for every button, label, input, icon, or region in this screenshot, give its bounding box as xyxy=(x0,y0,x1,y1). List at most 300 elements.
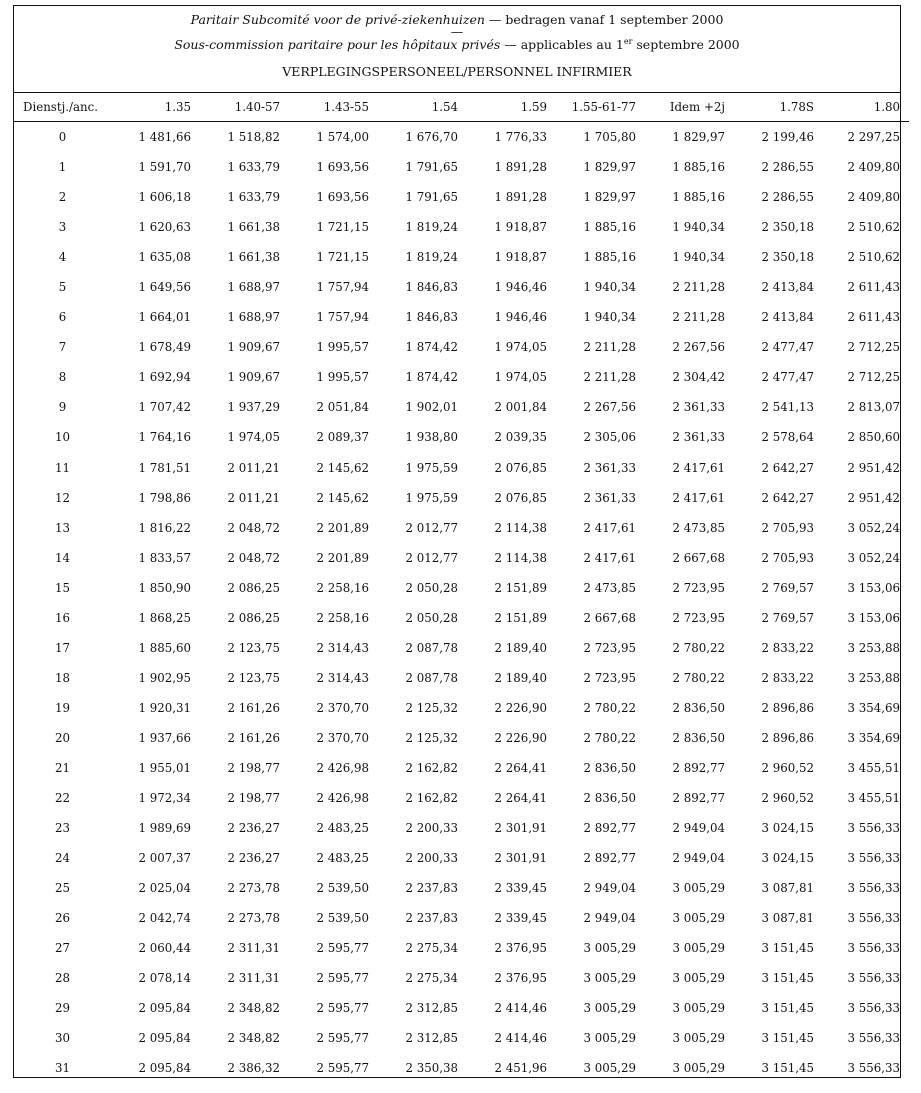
amount-cell: 2 304,42 xyxy=(672,370,725,385)
amount-cell: 3 024,15 xyxy=(761,851,814,866)
amount-cell: 2 769,57 xyxy=(761,610,814,625)
amount-cell: 2 350,18 xyxy=(761,250,814,265)
seniority-cell: 24 xyxy=(54,851,70,866)
amount-cell: 1 606,18 xyxy=(138,190,191,205)
amount-cell: 2 161,26 xyxy=(227,730,280,745)
seniority-cell: 20 xyxy=(54,730,70,745)
amount-cell: 2 892,77 xyxy=(672,791,725,806)
amount-cell: 1 829,97 xyxy=(583,190,636,205)
amount-cell: 2 275,34 xyxy=(405,971,458,986)
amount-cell: 2 305,06 xyxy=(583,430,636,445)
amount-cell: 2 200,33 xyxy=(405,851,458,866)
amount-cell: 2 539,50 xyxy=(316,881,369,896)
amount-cell: 2 011,21 xyxy=(227,460,280,475)
amount-cell: 1 909,67 xyxy=(227,370,280,385)
amount-cell: 2 723,95 xyxy=(672,580,725,595)
amount-cell: 1 776,33 xyxy=(494,130,547,145)
table-row xyxy=(14,873,909,903)
amount-cell: 2 836,50 xyxy=(583,761,636,775)
amount-cell: 3 005,29 xyxy=(583,1001,636,1016)
seniority-cell: 30 xyxy=(54,1031,70,1046)
amount-cell: 2 376,95 xyxy=(494,971,547,986)
amount-cell: 2 199,46 xyxy=(761,130,814,145)
column-header-scale: 1.55-61-77 xyxy=(556,93,645,122)
amount-cell: 2 705,93 xyxy=(761,520,814,535)
column-header-seniority: Dienstj./anc. xyxy=(14,93,111,122)
amount-cell: 1 678,49 xyxy=(138,340,191,355)
amount-cell: 1 633,79 xyxy=(227,160,280,175)
amount-cell: 2 836,50 xyxy=(583,791,636,806)
amount-cell: 1 850,90 xyxy=(138,580,191,595)
amount-cell: 1 819,24 xyxy=(405,250,458,265)
amount-cell: 3 005,29 xyxy=(583,941,636,956)
amount-cell: 1 974,05 xyxy=(494,370,547,385)
amount-cell: 1 885,16 xyxy=(672,190,725,205)
amount-cell: 2 162,82 xyxy=(405,761,458,775)
amount-cell: 2 145,62 xyxy=(316,490,369,505)
column-header-scale: 1.43-55 xyxy=(289,93,378,122)
amount-cell: 2 595,77 xyxy=(316,1001,369,1016)
amount-cell: 3 455,51 xyxy=(847,791,900,806)
amount-cell: 3 087,81 xyxy=(761,911,814,926)
amount-cell: 2 314,43 xyxy=(316,670,369,685)
amount-cell: 1 649,56 xyxy=(138,280,191,295)
amount-cell: 2 236,27 xyxy=(227,851,280,866)
amount-cell: 2 361,33 xyxy=(672,400,725,415)
amount-cell: 2 273,78 xyxy=(227,911,280,926)
amount-cell: 1 937,66 xyxy=(138,730,191,745)
amount-cell: 3 005,29 xyxy=(672,971,725,986)
amount-cell: 2 541,13 xyxy=(761,400,814,415)
amount-cell: 3 052,24 xyxy=(847,520,900,535)
amount-cell: 2 311,31 xyxy=(227,971,280,986)
category-title: VERPLEGINGSPERSONEEL/PERSONNEL INFIRMIER xyxy=(282,64,632,79)
dutch-date-text: — bedragen vanaf 1 september 2000 xyxy=(484,12,724,27)
amount-cell: 1 955,01 xyxy=(138,761,191,775)
amount-cell: 2 892,77 xyxy=(583,821,636,836)
amount-cell: 2 642,27 xyxy=(761,460,814,475)
amount-cell: 2 258,16 xyxy=(316,610,369,625)
table-row xyxy=(14,993,909,1023)
amount-cell: 2 712,25 xyxy=(847,370,900,385)
seniority-cell: 7 xyxy=(58,340,67,355)
amount-cell: 2 286,55 xyxy=(761,160,814,175)
amount-cell: 2 483,25 xyxy=(316,821,369,836)
seniority-cell: 29 xyxy=(54,1001,70,1016)
amount-cell: 2 426,98 xyxy=(316,761,369,775)
amount-cell: 2 264,41 xyxy=(494,761,547,775)
table-row xyxy=(14,933,909,963)
amount-cell: 2 211,28 xyxy=(583,340,636,355)
table-row xyxy=(14,603,909,633)
amount-cell: 2 087,78 xyxy=(405,670,458,685)
amount-cell: 2 198,77 xyxy=(227,791,280,806)
amount-cell: 2 189,40 xyxy=(494,670,547,685)
amount-cell: 2 595,77 xyxy=(316,1061,369,1076)
amount-cell: 2 780,22 xyxy=(672,640,725,655)
amount-cell: 3 253,88 xyxy=(847,670,900,685)
amount-cell: 1 707,42 xyxy=(138,400,191,415)
amount-cell: 1 664,01 xyxy=(138,310,191,325)
amount-cell: 1 846,83 xyxy=(405,310,458,325)
amount-cell: 2 114,38 xyxy=(494,520,547,535)
amount-cell: 3 151,45 xyxy=(761,1031,814,1046)
table-row xyxy=(14,903,909,933)
table-row xyxy=(14,422,909,452)
amount-cell: 1 661,38 xyxy=(227,250,280,265)
amount-cell: 2 611,43 xyxy=(847,310,900,325)
amount-cell: 2 201,89 xyxy=(316,520,369,535)
amount-cell: 2 125,32 xyxy=(405,700,458,715)
amount-cell: 2 076,85 xyxy=(494,460,547,475)
column-header-scale: 1.40-57 xyxy=(200,93,289,122)
amount-cell: 2 473,85 xyxy=(583,580,636,595)
table-row xyxy=(14,693,909,723)
table-row xyxy=(14,543,909,573)
column-header-scale: 1.59 xyxy=(467,93,556,122)
seniority-cell: 31 xyxy=(54,1061,70,1076)
amount-cell: 2 595,77 xyxy=(316,971,369,986)
amount-cell: 2 264,41 xyxy=(494,791,547,806)
amount-cell: 1 920,31 xyxy=(138,700,191,715)
table-row xyxy=(14,783,909,813)
french-date-text-start: — applicables au 1 xyxy=(500,37,624,52)
amount-cell: 1 885,16 xyxy=(583,250,636,265)
seniority-cell: 26 xyxy=(54,911,70,926)
amount-cell: 1 721,15 xyxy=(316,220,369,235)
amount-cell: 2 095,84 xyxy=(138,1031,191,1046)
seniority-cell: 0 xyxy=(58,130,67,145)
amount-cell: 2 417,61 xyxy=(672,490,725,505)
amount-cell: 1 902,95 xyxy=(138,670,191,685)
amount-cell: 2 949,04 xyxy=(583,911,636,926)
amount-cell: 3 556,33 xyxy=(847,1061,900,1076)
amount-cell: 2 951,42 xyxy=(847,490,900,505)
amount-cell: 3 253,88 xyxy=(847,640,900,655)
amount-cell: 2 311,31 xyxy=(227,941,280,956)
amount-cell: 2 477,47 xyxy=(761,340,814,355)
amount-cell: 2 414,46 xyxy=(494,1031,547,1046)
amount-cell: 2 226,90 xyxy=(494,700,547,715)
amount-cell: 2 409,80 xyxy=(847,190,900,205)
amount-cell: 1 995,57 xyxy=(316,370,369,385)
amount-cell: 3 556,33 xyxy=(847,851,900,866)
amount-cell: 1 791,65 xyxy=(405,190,458,205)
column-header-row xyxy=(14,93,909,122)
amount-cell: 3 354,69 xyxy=(847,730,900,745)
amount-cell: 2 413,84 xyxy=(761,310,814,325)
seniority-cell: 27 xyxy=(54,941,70,956)
amount-cell: 2 348,82 xyxy=(227,1001,280,1016)
amount-cell: 1 909,67 xyxy=(227,340,280,355)
seniority-cell: 11 xyxy=(54,460,70,475)
amount-cell: 3 005,29 xyxy=(583,1031,636,1046)
amount-cell: 2 339,45 xyxy=(494,911,547,926)
amount-cell: 1 885,60 xyxy=(138,640,191,655)
table-row xyxy=(14,182,909,212)
amount-cell: 1 688,97 xyxy=(227,280,280,295)
amount-cell: 1 635,08 xyxy=(138,250,191,265)
amount-cell: 1 868,25 xyxy=(138,610,191,625)
dutch-committee-name: Paritair Subcomité voor de privé-ziekenhuizen xyxy=(190,12,485,27)
seniority-cell: 10 xyxy=(54,430,70,445)
table-row xyxy=(14,573,909,603)
amount-cell: 2 312,85 xyxy=(405,1001,458,1016)
amount-cell: 3 005,29 xyxy=(672,911,725,926)
amount-cell: 3 556,33 xyxy=(847,881,900,896)
amount-cell: 2 705,93 xyxy=(761,550,814,565)
amount-cell: 1 518,82 xyxy=(227,130,280,145)
amount-cell: 2 151,89 xyxy=(494,580,547,595)
amount-cell: 3 024,15 xyxy=(761,821,814,836)
seniority-cell: 21 xyxy=(54,761,70,775)
amount-cell: 2 267,56 xyxy=(583,400,636,415)
amount-cell: 2 892,77 xyxy=(672,761,725,775)
title-separator: — xyxy=(450,24,464,39)
amount-cell: 2 409,80 xyxy=(847,160,900,175)
amount-cell: 1 757,94 xyxy=(316,310,369,325)
amount-cell: 2 483,25 xyxy=(316,851,369,866)
seniority-cell: 9 xyxy=(58,400,67,415)
table-row xyxy=(14,633,909,663)
amount-cell: 1 918,87 xyxy=(494,250,547,265)
amount-cell: 2 042,74 xyxy=(138,911,191,926)
amount-cell: 2 386,32 xyxy=(227,1061,280,1076)
amount-cell: 2 833,22 xyxy=(761,670,814,685)
amount-cell: 3 455,51 xyxy=(847,761,900,775)
amount-cell: 1 676,70 xyxy=(405,130,458,145)
amount-cell: 2 949,04 xyxy=(583,881,636,896)
amount-cell: 1 874,42 xyxy=(405,370,458,385)
amount-cell: 2 578,64 xyxy=(761,430,814,445)
amount-cell: 2 896,86 xyxy=(761,700,814,715)
amount-cell: 1 705,80 xyxy=(583,130,636,145)
amount-cell: 1 688,97 xyxy=(227,310,280,325)
french-title xyxy=(14,37,900,52)
amount-cell: 2 198,77 xyxy=(227,761,280,775)
amount-cell: 2 162,82 xyxy=(405,791,458,806)
amount-cell: 2 361,33 xyxy=(672,430,725,445)
table-row xyxy=(14,513,909,543)
amount-cell: 2 001,84 xyxy=(494,400,547,415)
amount-cell: 2 892,77 xyxy=(583,851,636,866)
amount-cell: 1 891,28 xyxy=(494,160,547,175)
amount-cell: 2 114,38 xyxy=(494,550,547,565)
amount-cell: 2 301,91 xyxy=(494,821,547,836)
amount-cell: 1 885,16 xyxy=(583,220,636,235)
amount-cell: 3 151,45 xyxy=(761,1061,814,1076)
amount-cell: 2 050,28 xyxy=(405,580,458,595)
seniority-cell: 8 xyxy=(58,370,67,385)
amount-cell: 2 048,72 xyxy=(227,520,280,535)
amount-cell: 1 989,69 xyxy=(138,821,191,836)
amount-cell: 2 048,72 xyxy=(227,550,280,565)
amount-cell: 2 314,43 xyxy=(316,640,369,655)
table-row xyxy=(14,813,909,843)
amount-cell: 1 902,01 xyxy=(405,400,458,415)
seniority-cell: 18 xyxy=(54,670,70,685)
seniority-cell: 2 xyxy=(58,190,67,205)
amount-cell: 2 833,22 xyxy=(761,640,814,655)
amount-cell: 2 723,95 xyxy=(583,670,636,685)
amount-cell: 1 937,29 xyxy=(227,400,280,415)
amount-cell: 2 189,40 xyxy=(494,640,547,655)
amount-cell: 2 836,50 xyxy=(672,700,725,715)
column-header-scale: 1.80 xyxy=(823,93,909,122)
amount-cell: 2 510,62 xyxy=(847,250,900,265)
table-row xyxy=(14,242,909,272)
amount-cell: 2 595,77 xyxy=(316,1031,369,1046)
amount-cell: 3 153,06 xyxy=(847,610,900,625)
table-row xyxy=(14,1053,909,1083)
amount-cell: 1 946,46 xyxy=(494,310,547,325)
amount-cell: 2 642,27 xyxy=(761,490,814,505)
amount-cell: 3 005,29 xyxy=(672,881,725,896)
amount-cell: 2 051,84 xyxy=(316,400,369,415)
amount-cell: 2 780,22 xyxy=(583,700,636,715)
amount-cell: 1 885,16 xyxy=(672,160,725,175)
amount-cell: 2 426,98 xyxy=(316,791,369,806)
amount-cell: 2 417,61 xyxy=(583,520,636,535)
amount-cell: 1 940,34 xyxy=(672,250,725,265)
amount-cell: 3 005,29 xyxy=(672,1061,725,1076)
amount-cell: 3 151,45 xyxy=(761,971,814,986)
amount-cell: 1 781,51 xyxy=(138,460,191,475)
amount-cell: 2 060,44 xyxy=(138,941,191,956)
amount-cell: 2 076,85 xyxy=(494,490,547,505)
amount-cell: 2 237,83 xyxy=(405,911,458,926)
amount-cell: 1 974,05 xyxy=(494,340,547,355)
amount-cell: 1 975,59 xyxy=(405,490,458,505)
seniority-cell: 25 xyxy=(54,881,70,896)
amount-cell: 2 667,68 xyxy=(583,610,636,625)
amount-cell: 2 086,25 xyxy=(227,580,280,595)
amount-cell: 1 693,56 xyxy=(316,190,369,205)
table-row xyxy=(14,152,909,182)
table-row xyxy=(14,963,909,993)
amount-cell: 2 780,22 xyxy=(672,670,725,685)
table-row xyxy=(14,723,909,753)
amount-cell: 3 005,29 xyxy=(672,1001,725,1016)
amount-cell: 2 301,91 xyxy=(494,851,547,866)
table-body xyxy=(14,122,909,1084)
column-header-scale: 1.54 xyxy=(378,93,467,122)
amount-cell: 2 417,61 xyxy=(672,460,725,475)
amount-cell: 2 348,82 xyxy=(227,1031,280,1046)
amount-cell: 1 819,24 xyxy=(405,220,458,235)
amount-cell: 1 757,94 xyxy=(316,280,369,295)
amount-cell: 2 960,52 xyxy=(761,761,814,775)
amount-cell: 2 012,77 xyxy=(405,550,458,565)
amount-cell: 2 539,50 xyxy=(316,911,369,926)
amount-cell: 2 376,95 xyxy=(494,941,547,956)
seniority-cell: 12 xyxy=(54,490,70,505)
table-row xyxy=(14,362,909,392)
amount-cell: 2 011,21 xyxy=(227,490,280,505)
table-row xyxy=(14,122,909,153)
amount-cell: 2 723,95 xyxy=(583,640,636,655)
amount-cell: 2 473,85 xyxy=(672,520,725,535)
table-row xyxy=(14,843,909,873)
column-header-scale: Idem +2j xyxy=(645,93,734,122)
amount-cell: 2 201,89 xyxy=(316,550,369,565)
amount-cell: 2 086,25 xyxy=(227,610,280,625)
amount-cell: 3 005,29 xyxy=(583,971,636,986)
seniority-cell: 14 xyxy=(54,550,70,565)
amount-cell: 2 012,77 xyxy=(405,520,458,535)
table-row xyxy=(14,332,909,362)
french-ordinal-suffix: er xyxy=(623,36,633,46)
seniority-cell: 3 xyxy=(58,220,67,235)
seniority-cell: 16 xyxy=(54,610,70,625)
amount-cell: 1 721,15 xyxy=(316,250,369,265)
amount-cell: 1 946,46 xyxy=(494,280,547,295)
amount-cell: 2 087,78 xyxy=(405,640,458,655)
amount-cell: 2 667,68 xyxy=(672,550,725,565)
amount-cell: 2 286,55 xyxy=(761,190,814,205)
table-header-block xyxy=(14,6,900,93)
amount-cell: 2 123,75 xyxy=(227,640,280,655)
amount-cell: 1 829,97 xyxy=(672,130,725,145)
amount-cell: 2 211,28 xyxy=(583,370,636,385)
amount-cell: 1 974,05 xyxy=(227,430,280,445)
amount-cell: 2 850,60 xyxy=(847,430,900,445)
salary-table xyxy=(14,93,909,1084)
amount-cell: 2 723,95 xyxy=(672,610,725,625)
amount-cell: 1 918,87 xyxy=(494,220,547,235)
amount-cell: 2 451,96 xyxy=(494,1061,547,1076)
seniority-cell: 6 xyxy=(58,310,67,325)
amount-cell: 2 025,04 xyxy=(138,881,191,896)
amount-cell: 2 236,27 xyxy=(227,821,280,836)
amount-cell: 1 874,42 xyxy=(405,340,458,355)
amount-cell: 2 089,37 xyxy=(316,430,369,445)
amount-cell: 2 200,33 xyxy=(405,821,458,836)
amount-cell: 2 951,42 xyxy=(847,460,900,475)
amount-cell: 1 891,28 xyxy=(494,190,547,205)
amount-cell: 1 940,34 xyxy=(583,310,636,325)
french-committee-name: Sous-commission paritaire pour les hôpitaux privés xyxy=(174,37,501,52)
amount-cell: 2 297,25 xyxy=(847,130,900,145)
amount-cell: 2 273,78 xyxy=(227,881,280,896)
amount-cell: 2 510,62 xyxy=(847,220,900,235)
french-date-text-end: septembre 2000 xyxy=(632,37,740,52)
amount-cell: 2 413,84 xyxy=(761,280,814,295)
amount-cell: 2 050,28 xyxy=(405,610,458,625)
table-row xyxy=(14,753,909,783)
amount-cell: 3 556,33 xyxy=(847,941,900,956)
amount-cell: 2 350,18 xyxy=(761,220,814,235)
column-header-scale: 1.35 xyxy=(111,93,200,122)
seniority-cell: 5 xyxy=(58,280,67,295)
amount-cell: 1 938,80 xyxy=(405,430,458,445)
seniority-cell: 15 xyxy=(54,580,70,595)
salary-table-frame xyxy=(13,5,901,1078)
amount-cell: 1 995,57 xyxy=(316,340,369,355)
amount-cell: 2 267,56 xyxy=(672,340,725,355)
amount-cell: 1 661,38 xyxy=(227,220,280,235)
table-row xyxy=(14,1023,909,1053)
amount-cell: 1 829,97 xyxy=(583,160,636,175)
seniority-cell: 23 xyxy=(54,821,70,836)
amount-cell: 2 145,62 xyxy=(316,460,369,475)
amount-cell: 1 940,34 xyxy=(583,280,636,295)
amount-cell: 2 813,07 xyxy=(847,400,900,415)
amount-cell: 3 556,33 xyxy=(847,821,900,836)
table-row xyxy=(14,272,909,302)
amount-cell: 2 595,77 xyxy=(316,941,369,956)
amount-cell: 2 414,46 xyxy=(494,1001,547,1016)
